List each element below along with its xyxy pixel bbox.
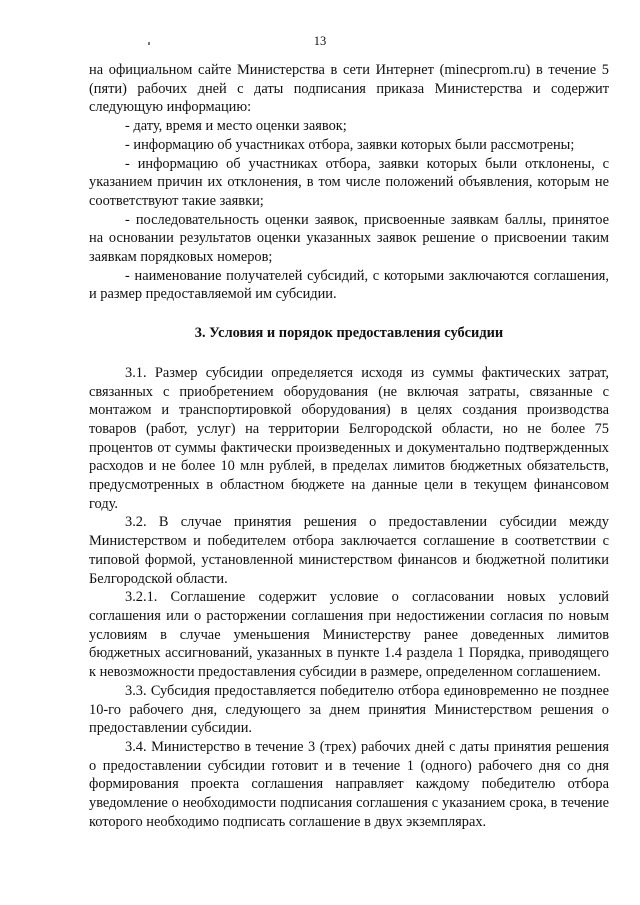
clause-3-1: 3.1. Размер субсидии определяется исходя из суммы фактических затрат, связанных с приобретением оборудования (не включая затраты, связанные с монтажом и транспортировкой оборудования) в целях создания производства товаров (работ, услуг) на территории Белгородской области, но не более 75 процентов от суммы фактически произведенных и документально подтвержденных расходов и не более 10 млн рублей, в пределах лимитов бюджетных обязательств, предусмотренных в областном бюджете на данные цели в текущем финансовом году. [89, 364, 609, 512]
section-title: 3. Условия и порядок предоставления субсидии [194, 325, 504, 342]
list-item-considered: - информацию об участниках отбора, заявки которых были рассмотрены; [125, 136, 575, 153]
page-number: 13 [313, 34, 327, 48]
list-item-rejected: - информацию об участниках отбора, заявки которых были отклонены, с указанием причин их отклонения, в том числе положений объявления, которым не соответствуют такие заявки; [89, 155, 609, 209]
list-item-sequence: - последовательность оценки заявок, присвоенные заявкам баллы, принятое на основании результатов оценки указанных заявок решение о присвоении таким заявкам порядковых номеров; [89, 211, 609, 266]
clause-3-4: 3.4. Министерство в течение 3 (трех) рабочих дней с даты принятия решения о предоставлении субсидии готовит и в течение 1 (одного) рабочего дня со дня формирования проекта соглашения направляет каждому победителю отбора уведомление о необходимости подписания соглашения с указанием срока, в течение которого необходимо подписать соглашение в двух экземплярах. [89, 738, 609, 830]
clause-3-2-1: 3.2.1. Соглашение содержит условие о согласовании новых условий соглашения или о расторжении соглашения при недостижении согласия по новым условиям в случае уменьшения Министерству ранее доведенных лимитов бюджетных ассигнований, указанных в пункте 1.4 раздела 1 Порядка, приводящего к невозможности предоставления субсидии в размере, определенном соглашением. [89, 589, 609, 681]
list-item-date: - дату, время и место оценки заявок; [125, 118, 347, 135]
list-item-recipients: - наименование получателей субсидий, с которыми заключаются соглашения, и размер предоставляемой им субсидии. [89, 267, 609, 303]
clause-3-3: 3.3. Субсидия предоставляется победителю отбора единовременно не позднее 10-го рабочего дня, следующего за днем принятия Министерством решения о предоставлении субсидии. [89, 682, 609, 737]
scan-speck [148, 42, 150, 45]
clause-3-2: 3.2. В случае принятия решения о предоставлении субсидии между Министерством и победителем отбора заключается соглашение в соответствии с типовой формой, установленной министерством финансов и бюджетной политики Белгородской области. [89, 514, 609, 587]
document-body [89, 61, 609, 831]
intro-paragraph: на официальном сайте Министерства в сети Интернет (minecprom.ru) в течение 5 (пяти) рабочих дней с даты подписания приказа Министерства и содержит следующую информацию: [89, 62, 609, 116]
